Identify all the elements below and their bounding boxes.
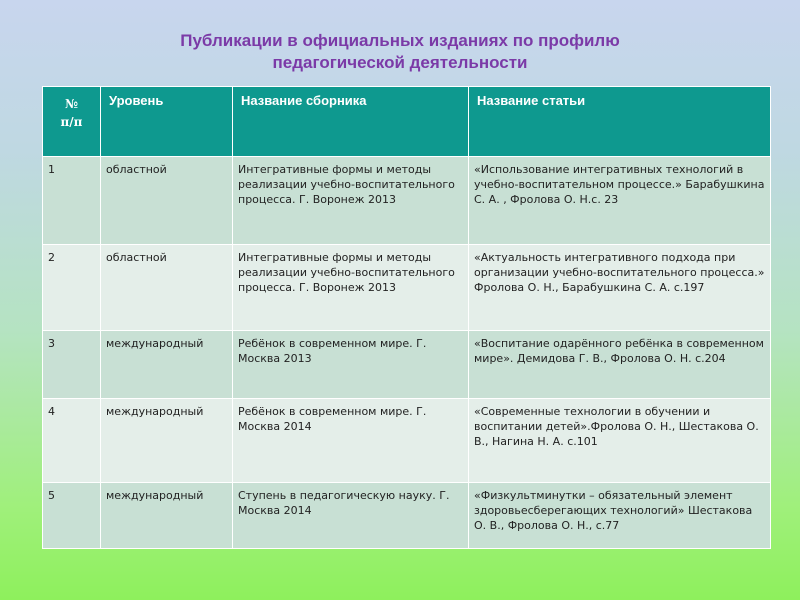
- publications-table: [42, 86, 771, 549]
- cell-collection: Ребёнок в современном мире. Г. Москва 2014: [233, 399, 469, 483]
- cell-number: 2: [43, 245, 101, 331]
- cell-level: международный: [101, 399, 233, 483]
- cell-number: 4: [43, 399, 101, 483]
- cell-level: областной: [101, 157, 233, 245]
- header-level: Уровень: [101, 87, 233, 157]
- slide-title-line-1: Публикации в официальных изданиях по профилю: [180, 31, 620, 50]
- cell-article: «Актуальность интегративного подхода при организации учебно-воспитательного процесса.» Фролова О. Н., Барабушкина С. А. с.197: [469, 245, 771, 331]
- table-row: [43, 399, 771, 483]
- header-number-abbrev: п/п: [60, 115, 83, 129]
- cell-number: 1: [43, 157, 101, 245]
- header-number: [43, 87, 101, 157]
- table-row: [43, 157, 771, 245]
- table-header-row: [43, 87, 771, 157]
- table-row: [43, 245, 771, 331]
- cell-level: областной: [101, 245, 233, 331]
- header-number-symbol: №: [64, 97, 79, 111]
- cell-number: 3: [43, 331, 101, 399]
- slide-title-line-2: педагогической деятельности: [272, 53, 528, 72]
- cell-level: международный: [101, 483, 233, 549]
- table-row: [43, 331, 771, 399]
- cell-article: «Современные технологии в обучении и воспитании детей».Фролова О. Н., Шестакова О. В., Нагина Н. А. с.101: [469, 399, 771, 483]
- cell-article: «Физкультминутки – обязательный элемент здоровьесберегающих технологий» Шестакова О. В., Фролова О. Н., с.77: [469, 483, 771, 549]
- header-collection: Название сборника: [233, 87, 469, 157]
- table-row: [43, 483, 771, 549]
- cell-collection: Ребёнок в современном мире. Г. Москва 2013: [233, 331, 469, 399]
- cell-level: международный: [101, 331, 233, 399]
- header-article: Название статьи: [469, 87, 771, 157]
- cell-article: «Использование интегративных технологий в учебно-воспитательном процессе.» Барабушкина С. А. , Фролова О. Н.с. 23: [469, 157, 771, 245]
- cell-collection: Интегративные формы и методы реализации учебно-воспитательного процесса. Г. Воронеж 2013: [233, 245, 469, 331]
- slide-title: [0, 30, 800, 74]
- cell-collection: Интегративные формы и методы реализации учебно-воспитательного процесса. Г. Воронеж 2013: [233, 157, 469, 245]
- cell-collection: Ступень в педагогическую науку. Г. Москва 2014: [233, 483, 469, 549]
- cell-number: 5: [43, 483, 101, 549]
- cell-article: «Воспитание одарённого ребёнка в современном мире». Демидова Г. В., Фролова О. Н. с.204: [469, 331, 771, 399]
